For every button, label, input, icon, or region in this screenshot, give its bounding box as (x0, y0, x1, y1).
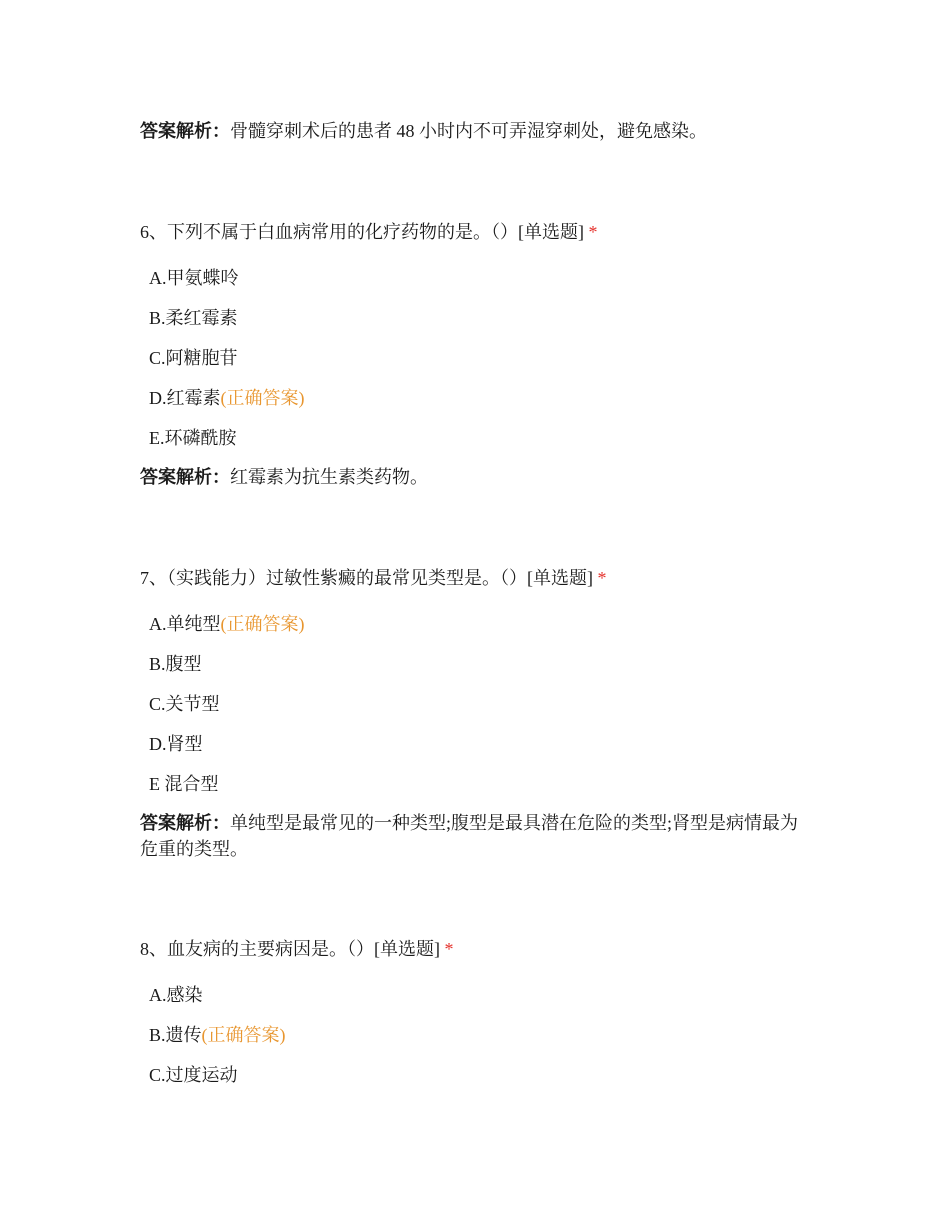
q7-explanation-label: 答案解析： (140, 813, 230, 833)
q7-option-e-text: E 混合型 (149, 774, 219, 794)
q6-option-a-text: A.甲氨蝶呤 (149, 268, 239, 288)
q8-title (140, 937, 810, 961)
q6-title (140, 220, 810, 244)
q8-option-b-text: B.遗传 (149, 1025, 202, 1045)
q5-explanation (140, 118, 810, 144)
q6-correct-answer-tag: (正确答案) (220, 388, 305, 408)
q6-option-b-text: B.柔红霉素 (149, 308, 238, 328)
q7-option-c-text: C.关节型 (149, 694, 220, 714)
q6-option-c[interactable] (149, 346, 238, 370)
q6-option-b[interactable] (149, 306, 238, 330)
q6-option-d[interactable] (149, 386, 305, 410)
q7-correct-answer-tag: (正确答案) (220, 614, 305, 634)
q6-option-d-text: D.红霉素 (149, 388, 221, 408)
q6-option-a[interactable] (149, 266, 239, 290)
q8-title-text: 8、血友病的主要病因是。（）[单选题] (140, 939, 440, 959)
q8-option-b[interactable] (149, 1023, 286, 1047)
q6-title-text: 6、下列不属于白血病常用的化疗药物的是。（）[单选题] (140, 222, 584, 242)
q7-title-text: 7、（实践能力）过敏性紫癜的最常见类型是。（）[单选题] (140, 568, 593, 588)
q8-option-c[interactable] (149, 1063, 238, 1087)
q8-option-a-text: A.感染 (149, 985, 203, 1005)
q6-option-c-text: C.阿糖胞苷 (149, 348, 238, 368)
q7-option-d-text: D.肾型 (149, 734, 203, 754)
q7-title (140, 566, 810, 590)
q7-explanation-text: 单纯型是最常见的一种类型;腹型是最具潜在危险的类型;肾型是病情最为危重的类型。 (140, 813, 798, 859)
q6-explanation-text: 红霉素为抗生素类药物。 (230, 467, 428, 487)
q7-option-b[interactable] (149, 652, 202, 676)
q7-option-c[interactable] (149, 692, 220, 716)
q6-explanation (140, 464, 810, 490)
q7-option-a[interactable] (149, 612, 305, 636)
q8-option-c-text: C.过度运动 (149, 1065, 238, 1085)
q7-explanation (140, 810, 810, 862)
q5-explanation-label: 答案解析： (140, 121, 230, 141)
q7-option-a-text: A.单纯型 (149, 614, 221, 634)
q5-explanation-text: 骨髓穿刺术后的患者 48 小时内不可弄湿穿刺处，避免感染。 (230, 121, 707, 141)
q7-option-b-text: B.腹型 (149, 654, 202, 674)
q6-option-e-text: E.环磷酰胺 (149, 428, 237, 448)
q7-option-e[interactable] (149, 772, 219, 796)
q8-required-mark: * (444, 939, 454, 959)
q6-option-e[interactable] (149, 426, 237, 450)
q8-option-a[interactable] (149, 983, 203, 1007)
q7-required-mark: * (597, 568, 607, 588)
q6-explanation-label: 答案解析： (140, 467, 230, 487)
q7-option-d[interactable] (149, 732, 203, 756)
q6-required-mark: * (588, 222, 598, 242)
q8-correct-answer-tag: (正确答案) (201, 1025, 286, 1045)
